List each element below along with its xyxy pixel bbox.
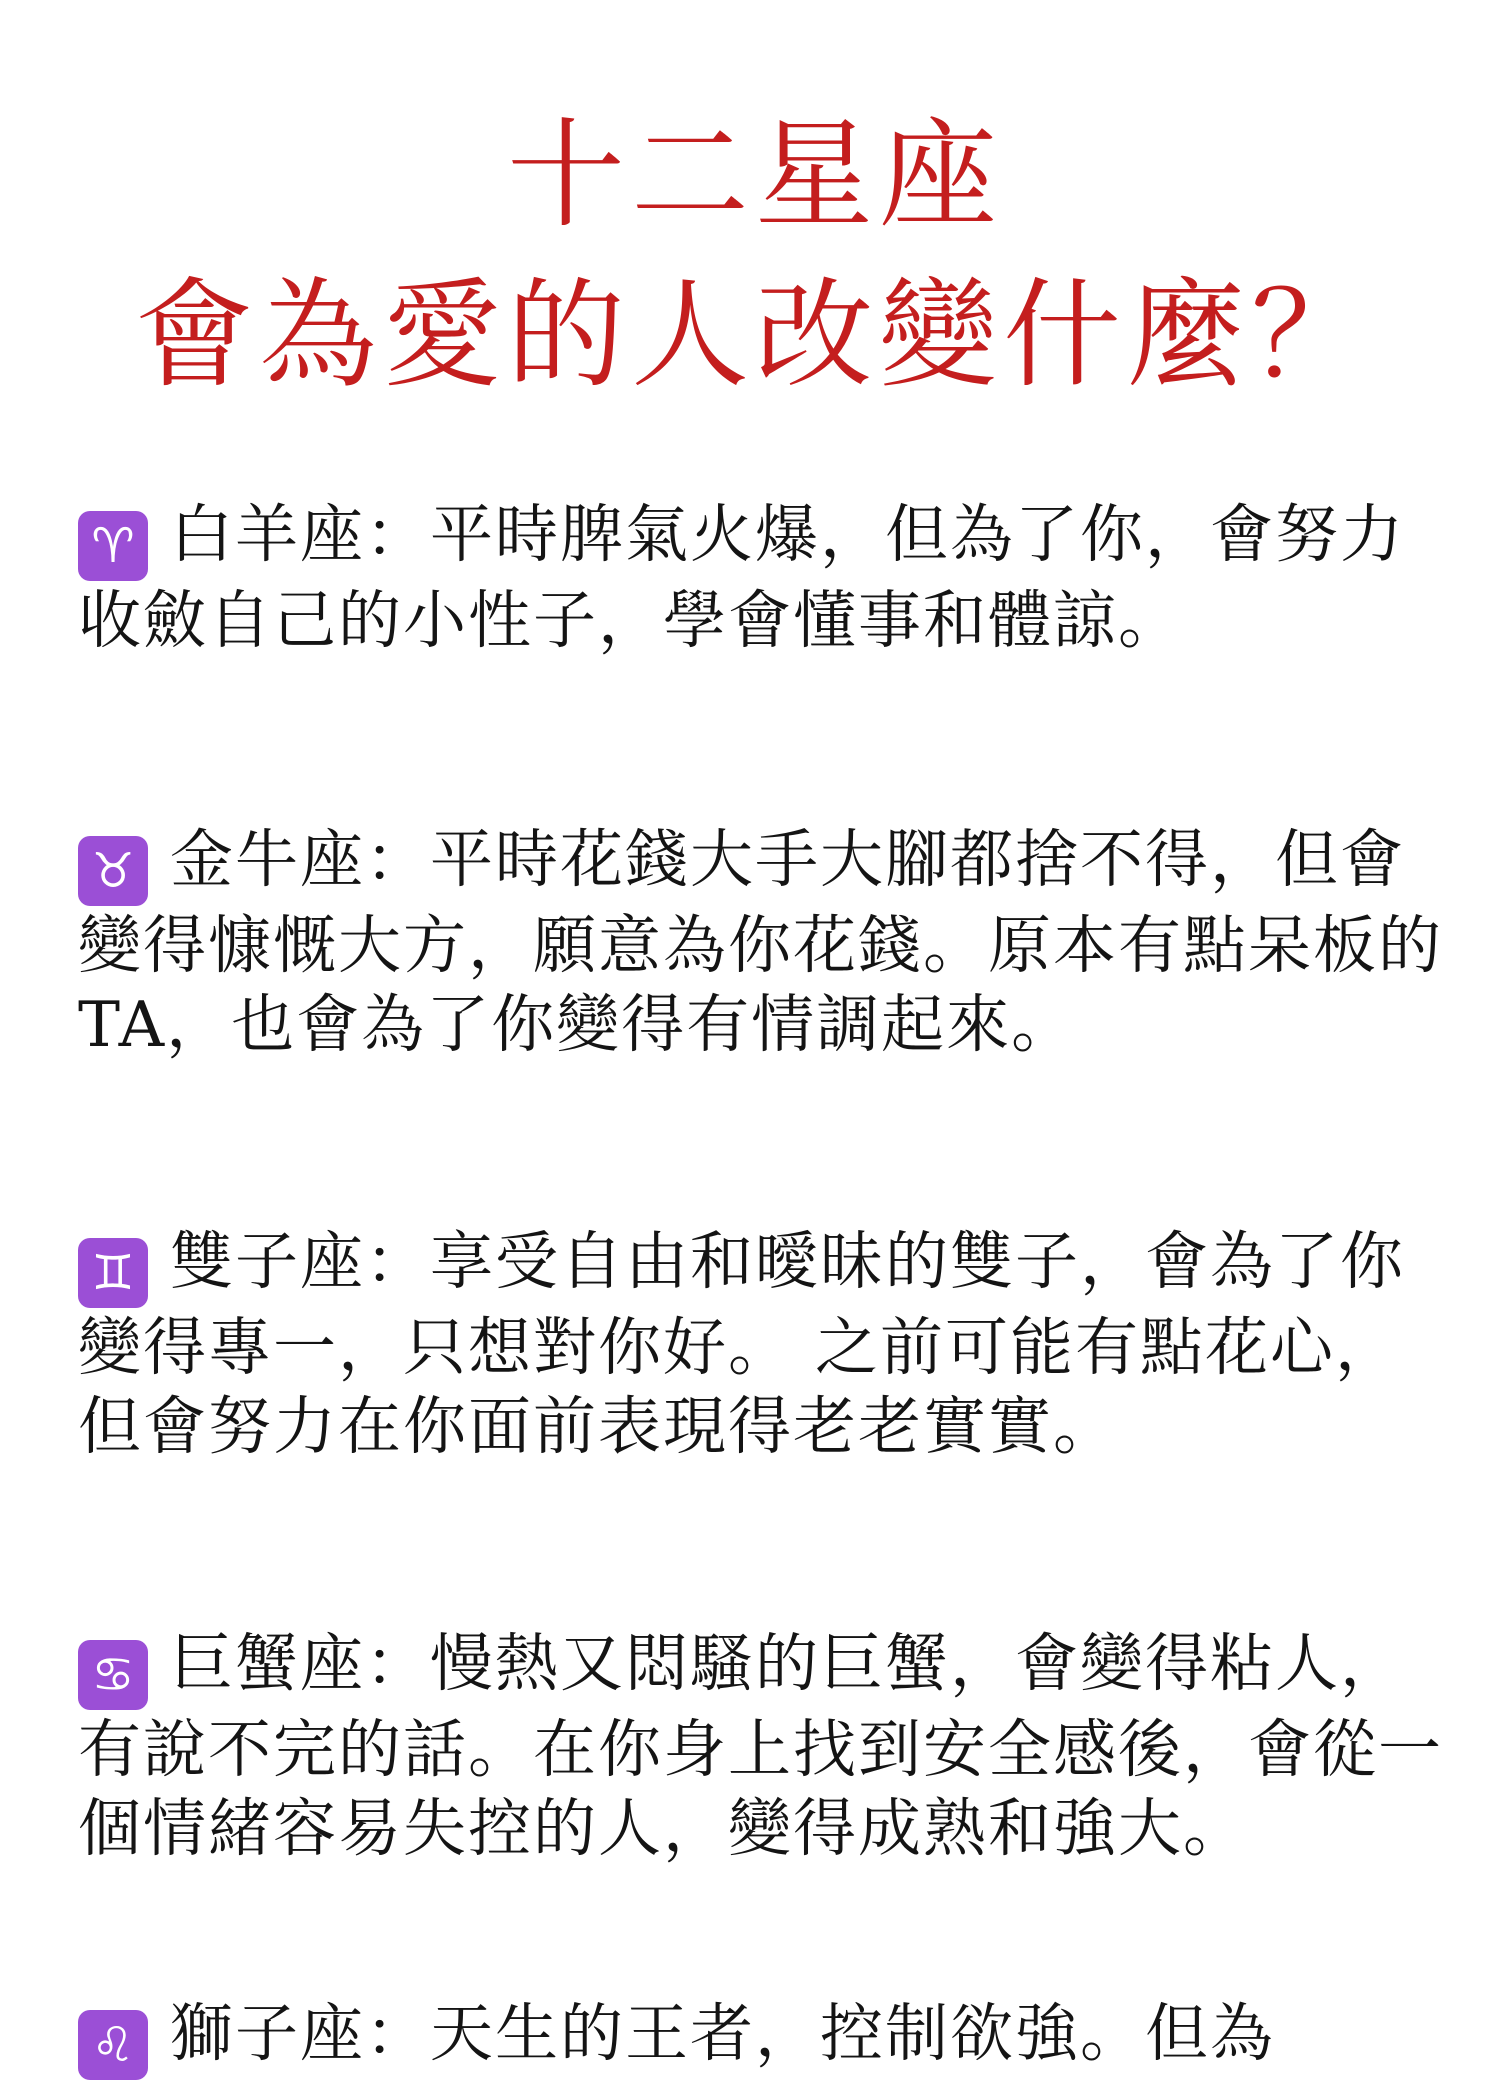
entry-text: 獅子座：天生的王者，控制欲強。但為: [170, 1997, 1275, 2070]
aries-icon: ♈︎: [78, 511, 148, 581]
page-title: [0, 95, 1510, 415]
entry-aries: [78, 495, 1458, 660]
entry-gemini: [78, 1222, 1458, 1466]
title-line-2: 會為愛的人改變什麼？: [134, 266, 1375, 404]
entry-taurus: [78, 820, 1458, 1064]
cancer-icon: ♋︎: [78, 1640, 148, 1710]
title-line-1: 十二星座: [506, 106, 1003, 244]
leo-icon: ♌︎: [78, 2010, 148, 2080]
zodiac-list: [78, 495, 1458, 2026]
entry-text: 巨蟹座：慢熱又悶騷的巨蟹，會變得粘人，有說不完的話。在你身上找到安全感後，會從一個情緒容易失控的人，變得成熟和強大。: [78, 1627, 1443, 1865]
entry-leo: [78, 1994, 1458, 2080]
taurus-icon: ♉︎: [78, 836, 148, 906]
entry-text: 雙子座：享受自由和曖昧的雙子，會為了你變得專一，只想對你好。 之前可能有點花心，但會努力在你面前表現得老老實實。: [78, 1225, 1405, 1463]
entry-text: 金牛座：平時花錢大手大腳都捨不得，但會變得慷慨大方，願意為你花錢。原本有點呆板的TA，也會為了你變得有情調起來。: [78, 823, 1443, 1061]
gemini-icon: ♊︎: [78, 1238, 148, 1308]
entry-text: 白羊座：平時脾氣火爆，但為了你，會努力收斂自己的小性子，學會懂事和體諒。: [78, 498, 1405, 657]
entry-cancer: [78, 1624, 1458, 1868]
